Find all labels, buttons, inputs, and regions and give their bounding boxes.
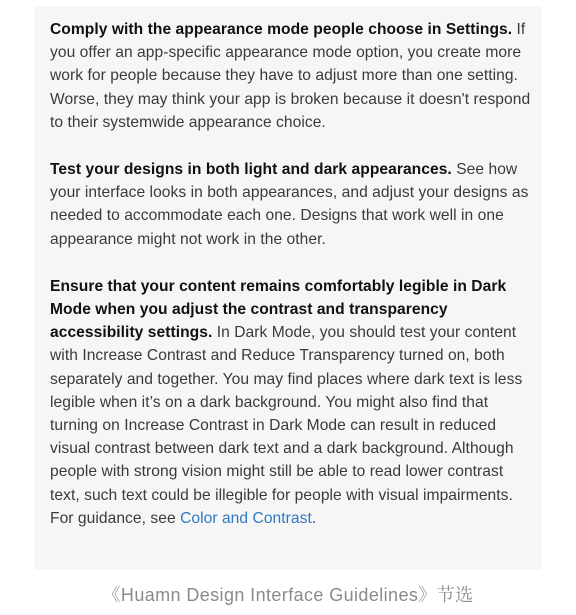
paragraph-test-designs	[50, 158, 534, 251]
paragraph-appearance-mode	[50, 18, 534, 134]
paragraph-body: In Dark Mode, you should test your content with Increase Contrast and Reduce Transparency turned on, both separately and together. You may find places where dark text is less legible when it’s on a dark background. You might also find that turning on Increase Contrast in Dark Mode can result in reduced visual contrast between dark text and a dark background. Although people with strong vision might still be able to read lower contrast text, such text could be illegible for people with visual impairments. For guidance, see	[50, 324, 523, 527]
image-caption: 《Huamn Design Interface Guidelines》节选	[102, 585, 474, 605]
paragraph-body: If you offer an app-specific appearance mode option, you create more work for people because they have to adjust more than one setting. Worse, they may think your app is broken because it doesn't respond to their systemwide appearance choice.	[50, 21, 531, 131]
excerpt-content	[50, 18, 534, 554]
paragraph-lead: Comply with the appearance mode people choose in Settings.	[50, 21, 513, 38]
paragraph-lead: Test your designs in both light and dark appearances.	[50, 161, 452, 179]
paragraph-legibility	[50, 275, 534, 530]
paragraph-tail: .	[311, 509, 317, 527]
color-and-contrast-link[interactable]: Color and Contrast	[180, 509, 312, 527]
paragraph-body: See how your interface looks in both appearances, and adjust your designs as needed to accommodate each one. Designs that work well in one appearance might not work in the other.	[50, 161, 529, 248]
paragraph-lead: Ensure that your content remains comfortably legible in Dark Mode when you adjust the contrast and transparency accessibility settings.	[50, 277, 507, 342]
guidelines-excerpt-panel	[34, 6, 542, 570]
